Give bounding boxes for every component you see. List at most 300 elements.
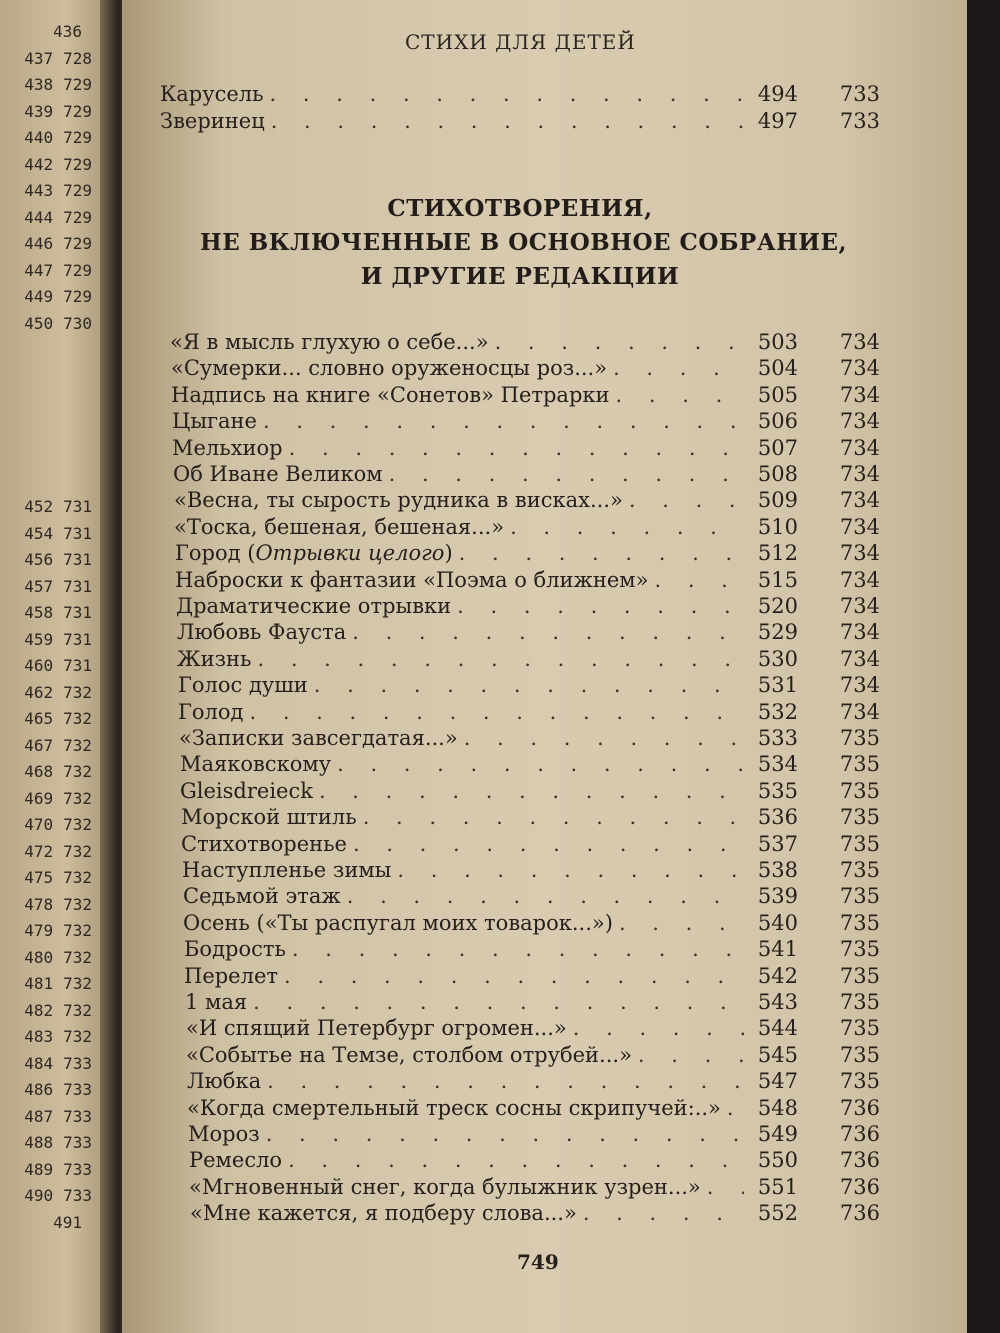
toc-entry-page: 533 [757,726,798,750]
toc-entry-note-page: 734 [839,409,880,434]
toc-entry-page: 530 [757,646,798,671]
toc-entry [178,673,880,701]
toc-entry-note-page: 736 [839,1122,880,1146]
toc-entry [171,383,880,411]
toc-entry-note-page: 734 [839,488,880,513]
left-page-entry [2,868,92,890]
dot-leader [266,1122,744,1146]
left-note-number: 730 [63,313,92,333]
toc-entry-note-page: 735 [839,805,880,830]
left-page-entry [2,102,92,124]
dot-leader [638,1043,744,1067]
dot-leader [510,515,744,539]
left-note-number: 729 [63,260,92,280]
left-page-entry [2,603,92,625]
left-note-number: 732 [63,947,92,967]
dot-leader [464,726,744,750]
left-note-number: 732 [63,788,92,808]
dot-leader [319,779,744,803]
dot-leader [289,436,744,460]
toc-entry-page: 537 [757,831,798,856]
toc-entry-page: 532 [757,699,798,724]
toc-entry-title-text: «И спящий Петербург огромен...» [186,1016,567,1041]
dot-leader [337,752,744,776]
toc-entry-page: 494 [757,82,798,106]
toc-entry-title [171,356,607,380]
left-page-number: 467 [24,735,54,755]
toc-entry-title [160,82,264,106]
toc-entry-note-page: 734 [839,646,880,671]
left-page-number: 470 [24,815,54,834]
toc-entry [184,964,880,992]
toc-entry-page: 550 [757,1148,798,1173]
dot-leader [314,673,744,697]
left-page-entry [2,630,92,652]
page-number: 749 [517,1250,559,1274]
toc-entry-title [176,594,451,618]
toc-entry-note-page: 735 [839,1042,880,1067]
toc-entry-page: 497 [757,109,798,133]
toc-entry-note-page: 734 [839,699,880,724]
toc-entry [189,1148,880,1176]
left-page-entry [2,577,92,599]
toc-entry-title [180,779,313,803]
toc-entry-note-page: 735 [839,937,880,962]
toc-entry-title [182,858,391,882]
left-note-number: 733 [63,1080,92,1099]
toc-entry-title-text: Маяковскому [180,752,332,777]
toc-entry-title-text: Цыгане [172,409,257,434]
left-note-number: 733 [63,1106,92,1126]
toc-entry [171,356,880,384]
toc-entry-title-text: Морской штиль [181,805,357,830]
left-note-number: 732 [63,1000,92,1020]
left-note-number: 733 [63,1053,92,1073]
left-page-entry [2,1107,92,1129]
left-page-number: 462 [24,682,54,702]
left-page-entry [2,1080,92,1102]
left-page-entry [2,234,92,256]
dot-leader [353,832,744,856]
left-note-number: 729 [63,128,92,147]
section-title [200,192,848,294]
left-page-entry [2,1213,92,1235]
toc-entry-title [184,964,278,988]
left-page-entry [2,1186,92,1208]
toc-entry-title-text: Жизнь [177,646,252,671]
toc-entry-page: 510 [757,514,798,539]
dot-leader [707,1175,744,1199]
left-page-entry [2,842,92,864]
toc-entry-page: 534 [757,752,798,777]
toc-entry-page: 542 [757,963,798,988]
toc-entry [180,779,880,807]
toc-entry-title-text: Зверинец [160,109,265,133]
left-page-number: 443 [24,181,54,200]
left-note-number: 732 [63,682,92,702]
dot-leader [613,356,744,380]
toc-entry [181,805,880,833]
left-page-number: 457 [24,576,54,596]
left-page-entry [2,208,92,230]
left-page-number: 459 [24,629,54,649]
toc-entry-title-text: «Записки завсегдатая...» [179,726,458,750]
toc-entry-title-text: «Весна, ты сырость рудника в висках...» [174,488,623,513]
toc-entry-title [183,911,613,935]
left-page-entry [2,22,92,44]
toc-entry [183,884,880,912]
toc-entry [188,1122,880,1150]
toc-entry-note-page: 735 [839,1016,880,1041]
toc-entry-page: 540 [757,910,798,935]
left-note-number: 729 [63,207,92,227]
toc-entry-title-text: Мельхиор [172,435,283,460]
left-page-number: 490 [24,1186,54,1205]
dot-leader [292,937,744,961]
left-page-number: 489 [24,1159,54,1179]
left-note-number: 732 [63,894,92,914]
toc-entry-title [186,1016,567,1040]
dot-leader [352,620,744,644]
toc-entry-title-text: Перелет [184,963,278,988]
toc-entry-note-page: 734 [839,541,880,566]
left-page-number: 468 [24,762,54,781]
left-page-entry [2,550,92,572]
toc-entry-title [172,409,257,433]
left-page-number: 456 [24,550,54,569]
toc-entry-title-text: Надпись на книге «Сонетов» Петрарки [171,382,610,407]
dot-leader [288,1148,744,1172]
toc-entry-note-page: 734 [839,330,880,354]
left-page-number: 487 [24,1106,54,1126]
left-note-number: 732 [63,841,92,861]
dot-leader [457,594,744,618]
toc-entry-note-page: 734 [839,673,880,698]
toc-entry-page: 503 [757,330,798,354]
toc-entry-title [178,673,308,697]
toc-entry-note-page: 734 [839,567,880,592]
dot-leader [270,82,744,106]
left-note-number: 732 [63,762,92,781]
left-note-number: 731 [63,550,92,569]
toc-entry-title [184,937,286,961]
toc-entry-title [185,990,247,1014]
left-page-number: 484 [24,1053,54,1073]
toc-entry-note-page: 733 [839,109,880,133]
dot-leader [249,700,744,724]
toc-entry-note-page: 734 [839,462,880,486]
toc-entry-page: 544 [757,1016,798,1041]
toc-entry-page: 507 [757,435,798,460]
toc-entry-page: 529 [757,620,798,645]
toc-entry-note-page: 736 [839,1095,880,1120]
left-page-number: 483 [24,1027,54,1046]
left-note-number: 729 [63,154,92,174]
toc-entry-note-page: 735 [839,910,880,935]
toc-entry-page: 508 [757,462,798,486]
toc-entry-title-text: «Событье на Темзе, столбом отрубей...» [186,1042,632,1067]
left-page-entry [2,1054,92,1076]
left-page-number: 482 [24,1000,54,1020]
left-page-number: 444 [24,207,54,227]
left-page-entry [2,789,92,811]
toc-entry-page: 539 [757,884,798,909]
toc-entry-title-text: Любка [187,1069,262,1094]
toc-entry [176,594,880,622]
toc-entry-title [178,700,243,724]
toc-entry-title [183,884,341,908]
toc-entry-title [186,1043,632,1067]
left-page-number: 465 [24,709,54,728]
toc-entry-note-page: 735 [839,858,880,882]
toc-entry-note-page: 734 [839,620,880,645]
toc-entry-title-text: Gleisdreieck [180,778,313,803]
left-note-number: 732 [63,1027,92,1046]
toc-entry-title [188,1122,260,1146]
toc-entry-title [170,330,489,354]
left-page-entry [2,1160,92,1182]
toc-entry [178,700,880,728]
left-page-entry [2,683,92,705]
toc-entry-page: 551 [757,1174,798,1199]
toc-entry-title-italic: Отрывки целого [255,541,445,566]
toc-entry-page: 506 [757,409,798,434]
left-page-number: 437 [24,48,54,68]
toc-entry-title-text: «Я в мысль глухую о себе...» [170,330,489,354]
toc-entry-page: 536 [757,805,798,830]
left-note-number: 732 [63,815,92,834]
toc-entry-page: 512 [757,541,798,566]
toc-entry-page: 548 [757,1095,798,1120]
toc-entry-title-text: «Сумерки... словно оруженосцы роз...» [171,356,608,381]
toc-entry-title-end: ) [444,541,453,566]
left-page-entry [2,261,92,283]
left-page-entry [2,49,92,71]
toc-entry [181,832,880,860]
dot-leader [727,1096,744,1120]
toc-entry-title-text: «Тоска, бешеная, бешеная...» [174,514,505,539]
left-note-number: 732 [63,921,92,940]
dot-leader [654,568,744,592]
dot-leader [253,990,744,1014]
toc-entry [177,647,880,675]
left-note-number: 731 [63,576,92,596]
dot-leader [284,964,744,988]
left-page-entry [2,497,92,519]
toc-entry-title [171,383,610,407]
left-page-number: 438 [24,75,54,94]
toc-entry-title [181,832,347,856]
toc-entry-title [187,1096,721,1120]
left-page-number: 486 [24,1080,54,1099]
toc-entry-note-page: 734 [839,356,880,381]
left-note-number: 729 [63,234,92,253]
left-page-entry [2,287,92,309]
left-note-number: 729 [63,287,92,306]
toc-entry-title [180,752,331,776]
left-page-entry [2,1027,92,1049]
left-page-entry [2,736,92,758]
left-page-entry [2,155,92,177]
left-page-number: 450 [24,313,54,333]
toc-entry [185,990,880,1018]
toc-entry-title [174,488,623,512]
toc-entry [175,568,880,596]
running-head: СТИХИ ДЛЯ ДЕТЕЙ [405,30,636,54]
left-page-number: 442 [24,154,54,174]
toc-entry-note-page: 736 [839,1201,880,1226]
left-page-entry [2,1001,92,1023]
toc-entry-title-text: Ремесло [189,1148,283,1173]
toc-entry-page: 515 [757,567,798,592]
left-page-number: 447 [24,260,54,280]
left-page-entry [2,524,92,546]
left-page-number: 481 [24,974,54,993]
toc-entry-page: 543 [757,990,798,1014]
toc-entry-title [175,568,648,592]
left-note-number: 731 [63,656,92,675]
toc-entry [160,82,880,110]
left-note-number: 731 [63,497,92,516]
toc-entry [160,109,880,137]
dot-leader [397,858,744,882]
dot-leader [583,1201,744,1225]
section-title-line-3: И ДРУГИЕ РЕДАКЦИИ [360,263,680,290]
left-note-number: 729 [63,181,92,200]
toc-entry [187,1096,880,1124]
toc-entry-title-text: 1 мая [185,990,248,1014]
toc-entry-title-text: Наброски к фантазии «Поэма о ближнем» [175,567,649,592]
left-page-entry [2,128,92,150]
toc-entry-note-page: 735 [839,884,880,909]
toc-entry-title [177,647,251,671]
toc-entry-title [179,726,458,750]
toc-entry [186,1043,880,1071]
toc-entry [170,330,880,358]
left-page-number: 454 [24,523,54,543]
dot-leader [263,409,744,433]
toc-entry [187,1069,880,1097]
toc-entry-note-page: 733 [839,82,880,106]
dot-leader [459,541,744,565]
left-page-number: 480 [24,947,54,967]
toc-entry-title-text: Седьмой этаж [183,884,341,909]
dot-leader [257,647,744,671]
toc-entry-title-text: «Когда смертельный треск сосны скрипучей:..» [187,1095,721,1120]
toc-entry [190,1201,880,1229]
toc-entry-title-text: Драматические отрывки [176,594,452,618]
section-title-line-2: НЕ ВКЛЮЧЕННЫЕ В ОСНОВНОЕ СОБРАНИЕ, [200,229,848,256]
left-page-number: 469 [24,788,54,808]
toc-entry-note-page: 735 [839,726,880,750]
toc-entry-page: 538 [757,858,798,882]
left-page-entry [2,921,92,943]
left-note-number: 733 [63,1159,92,1179]
left-page-number: 449 [24,287,54,306]
left-note-number: 732 [63,709,92,728]
left-page-number: 458 [24,603,54,622]
toc-entry-title [173,462,383,486]
left-page-entry [2,815,92,837]
left-page-entry [2,709,92,731]
dot-leader [347,884,744,908]
toc-entry-note-page: 735 [839,963,880,988]
toc-entry-title-text: Бодрость [184,937,286,962]
toc-entry-title [190,1201,577,1225]
toc-entry-note-page: 736 [839,1174,880,1199]
toc-entry-note-page: 735 [839,1069,880,1094]
toc-entry-note-page: 734 [839,594,880,618]
toc-entry-page: 504 [757,356,798,381]
toc-entry-title [177,620,346,644]
toc-entry-page: 520 [757,594,798,618]
toc-entry [174,488,880,516]
toc-entry-title [174,515,504,539]
toc-entry-title-text: Голод [178,699,244,724]
left-page-number: 452 [24,497,54,516]
left-page-entry [2,948,92,970]
toc-entry [172,436,880,464]
left-page-entry [2,75,92,97]
toc-entry-title-text: Об Иване Великом [173,462,383,486]
dot-leader [619,911,744,935]
left-note-number: 731 [63,629,92,649]
toc-entry-title [181,805,357,829]
toc-entry-page: 535 [757,778,798,803]
toc-entry [186,1016,880,1044]
left-page-number: 460 [24,656,54,675]
dot-leader [629,488,744,512]
left-page-entry [2,314,92,336]
toc-entry [184,937,880,965]
toc-entry-title-text: Стихотворенье [181,831,347,856]
toc-entry [173,462,880,490]
toc-entry [180,752,880,780]
toc-entry-page: 547 [757,1069,798,1094]
toc-entry-page: 505 [757,382,798,407]
dot-leader [616,383,744,407]
left-page-number: 436 [53,22,82,41]
toc-entry [179,726,880,754]
left-note-number: 732 [63,735,92,755]
left-page-entry [2,1133,92,1155]
left-page-entry [2,656,92,678]
toc-entry-note-page: 734 [839,382,880,407]
dot-leader [389,462,744,486]
toc-entry-note-page: 736 [839,1148,880,1173]
toc-entry-page: 552 [757,1201,798,1226]
toc-entry-title-text: Осень («Ты распугал моих товарок...») [183,910,613,935]
toc-entry-title [189,1148,282,1172]
dot-leader [271,109,744,133]
left-note-number: 728 [63,48,92,68]
left-page-number: 478 [24,894,54,914]
toc-entry [183,911,880,939]
left-note-number: 732 [63,974,92,993]
toc-entry-title [175,541,453,565]
left-page-number: 439 [24,101,54,121]
toc-entry-title-text: Наступленье зимы [182,858,392,882]
left-note-number: 731 [63,523,92,543]
toc-entry-title-text: Город ( [175,541,256,566]
toc-entry-note-page: 734 [839,435,880,460]
left-page-entry [2,762,92,784]
toc-entry-title [160,109,265,133]
toc-entry-note-page: 735 [839,990,880,1014]
toc-entry-title [172,436,283,460]
dot-leader [573,1016,744,1040]
left-page-number: 446 [24,234,54,253]
